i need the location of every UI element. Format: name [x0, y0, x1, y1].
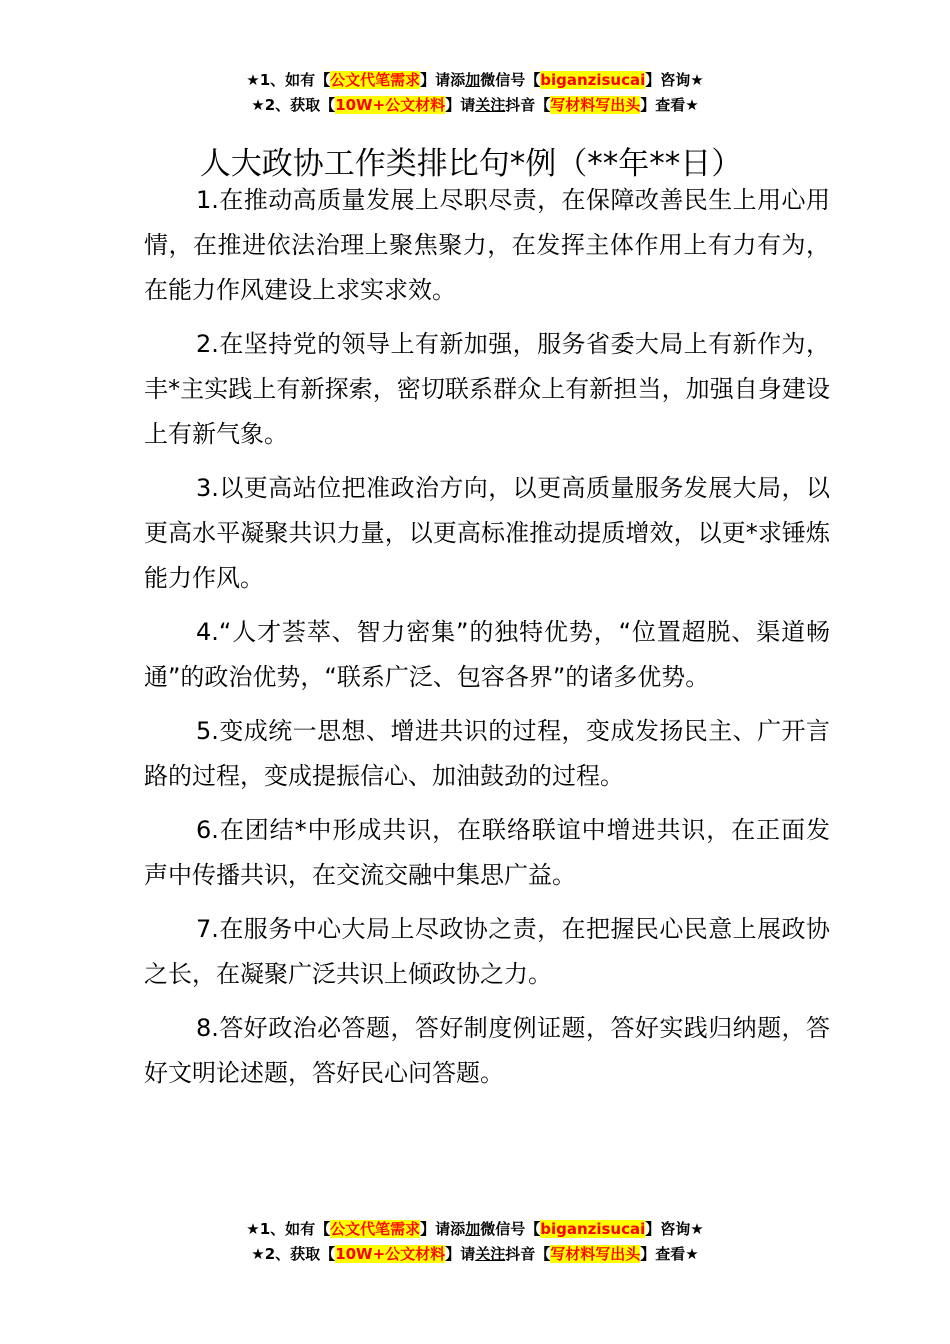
paragraph-6: 6.在团结*中形成共识，在联络联谊中增进共识，在正面发声中传播共识，在交流交融中集思广益。: [144, 816, 830, 889]
highlight-materials: 10W+公文材料: [335, 96, 446, 114]
paragraph-4: 4.“人才荟萃、智力密集”的独特优势，“位置超脱、渠道畅通”的政治优势，“联系广泛、包容各界”的诸多优势。: [144, 618, 830, 691]
highlight-wechat-id: biganzisucai: [540, 71, 646, 89]
highlight-douyin-account: 写材料写出头: [550, 1245, 641, 1263]
paragraph-1: 1.在推动高质量发展上尽职尽责，在保障改善民生上用心用情，在推进依法治理上聚焦聚力，在发挥主体作用上有力有为，在能力作风建设上求实求效。: [144, 186, 830, 304]
document-body: [144, 178, 830, 1105]
paragraph-3: 3.以更高站位把准政治方向，以更高质量服务发展大局，以更高水平凝聚共识力量，以更高标准推动提质增效，以更*求锤炼能力作风。: [144, 474, 830, 592]
paragraph-2: 2.在坚持党的领导上有新加强，服务省委大局上有新作为，丰*主实践上有新探索，密切联系群众上有新担当，加强自身建设上有新气象。: [144, 330, 830, 448]
header-banner-line-2: ★2、获取【10W+公文材料】请关注抖音【写材料写出头】查看★: [251, 96, 699, 114]
footer-banner-line-2: ★2、获取【10W+公文材料】请关注抖音【写材料写出头】查看★: [251, 1245, 699, 1263]
highlight-ghostwriting: 公文代笔需求: [330, 71, 421, 89]
paragraph-8: 8.答好政治必答题，答好制度例证题，答好实践归纳题，答好文明论述题，答好民心问答题。: [144, 1014, 830, 1087]
highlight-materials: 10W+公文材料: [335, 1245, 446, 1263]
highlight-wechat-id: biganzisucai: [540, 1220, 646, 1238]
header-banner-line-1: ★1、如有【公文代笔需求】请添加微信号【biganzisucai】咨询★: [246, 71, 704, 89]
header-banner: [0, 68, 950, 118]
highlight-ghostwriting: 公文代笔需求: [330, 1220, 421, 1238]
paragraph-5: 5.变成统一思想、增进共识的过程，变成发扬民主、广开言路的过程，变成提振信心、加油鼓劲的过程。: [144, 717, 830, 790]
highlight-douyin-account: 写材料写出头: [550, 96, 641, 114]
footer-banner-line-1: ★1、如有【公文代笔需求】请添加微信号【biganzisucai】咨询★: [246, 1220, 704, 1238]
footer-banner: [0, 1217, 950, 1267]
document-title: 人大政协工作类排比句*例（**年**日）: [199, 145, 743, 182]
paragraph-7: 7.在服务中心大局上尽政协之责，在把握民心民意上展政协之长，在凝聚广泛共识上倾政协之力。: [144, 915, 830, 988]
